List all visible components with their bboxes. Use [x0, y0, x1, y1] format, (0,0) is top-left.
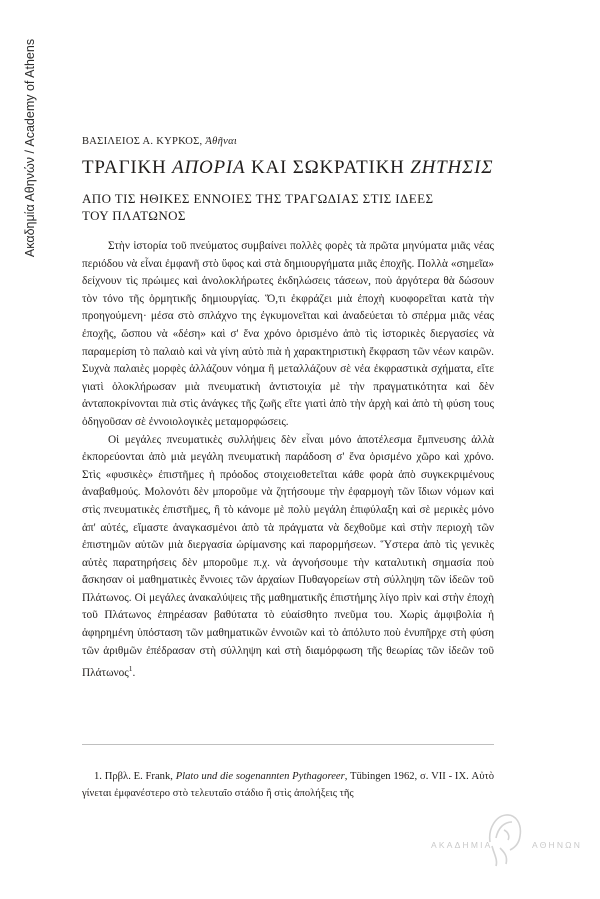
archive-side-label: Ακαδημία Αθηνών / Academy of Athens — [23, 38, 37, 258]
title-part-2: ΑΠΟΡΙΑ — [172, 157, 246, 178]
footnote-rest: , Tübingen 1962, σ. VII - IX. Αὐτὸ γίνεται ἐμφανέστερο στὸ τελευταῖο στάδιο ἢ στὶς ἀπολήξεις τῆς — [82, 771, 494, 799]
paragraph-2: Οἱ μεγάλες πνευματικὲς συλλήψεις δὲν εἶναι μόνο ἀποτέλεσμα ἔμπνευσης ἀλλὰ ἐκπορεύονται ἀπὸ μιὰ μεγάλη πνευματικὴ παράδοση σ' ἕνα ὁρισμένο χῶρο καὶ χρόνο. Στὶς «φυσικὲς» ἐπιστῆμες ἡ πρόοδος στοιχειοθετεῖται κάθε φορὰ ἀπὸ συγκεκριμένους ἀναβαθμούς. Μολονότι δὲν μποροῦμε νὰ ζητήσουμε τὴν ἐφαρμογὴ τῶν ἴδιων νόμων καὶ στὶς πνευματικὲς ἐπιστῆμες, ἢ τὸ κάνομε μὲ πολὺ μεγάλη ἐπιφύλαξη καὶ σὲ μερικὲς μόνο ἀπ' αὐτές, εἴμαστε ἀναγκασμένοι ἀπὸ τὰ πράγματα νὰ δεχθοῦμε καὶ στὴν περιοχὴ τῶν ἐπιστημῶν αὐτῶν μιὰ διεργασία ὡρίμανσης καὶ παρορμήσεων. Ὕστερα ἀπὸ τὶς γενικὲς αὐτὲς παρατηρήσεις δὲν μποροῦμε π.χ. νὰ ἀγνοήσουμε τὴν καταλυτικὴ σημασία ποὺ ἄσκησαν οἱ μαθηματικὲς ἔννοιες τῶν ἀρχαίων Πυθαγορείων στὴ σύλληψη τῶν ἰδεῶν τοῦ Πλάτωνος. Οἱ μεγάλες ἀνακαλύψεις τῆς μαθηματικῆς ἐπιστήμης λίγο πρὶν καὶ στὴν ἐποχὴ τοῦ Πλάτωνος ἐπηρέασαν βαθύτατα τὸ εὐαίσθητο πνεῦμα του. Χωρὶς ἀμφιβολία ἡ ἀφηρημένη ὑπόσταση τῶν μαθηματικῶν ἐννοιῶν καὶ τὸ ἀπόλυτο ποὺ ἐνυπῆρχε στὴ φύση τῶν ἀριθμῶν ἐπέδρασαν στὴ σύλληψη καὶ στὴ διαμόρφωση τῆς θεωρίας τῶν ἰδεῶν τοῦ Πλάτωνος$^1$. — [82, 433, 494, 680]
author-line — [82, 136, 237, 147]
body-text — [82, 238, 494, 683]
footnote-prefix: 1. Πρβλ. E. Frank, — [94, 771, 176, 782]
title-part-3: ΚΑΙ ΣΩΚΡΑΤΙΚΗ — [245, 157, 411, 178]
academy-watermark-logo-icon — [482, 808, 526, 868]
title-part-4: ΖΗΤΗΣΙΣ — [410, 157, 494, 178]
article-title — [82, 157, 493, 179]
paragraph-1: Στὴν ἱστορία τοῦ πνεύματος συμβαίνει πολλὲς φορὲς τὰ πρῶτα μηνύματα μιᾶς νέας περιόδου νὰ εἶναι ἐμφανῆ στὸ ὕφος καὶ στὰ δημιουργήματα μιᾶς ἐποχῆς. Πολλὰ «σημεῖα» δείχνουν τὶς πρώιμες καὶ ἀνολοκλήρωτες ἐκδηλώσεις τάσεων, ποὺ ἀργότερα θὰ δώσουν τὸν τόνο τῆς ὁρμητικῆς δημιουργίας. Ὅ,τι ἐκφράζει μιὰ ἐποχὴ κυοφορεῖται κατὰ τὴν προηγούμενη· μέσα στὸ σπλάχνο της ἐγκυμονεῖται καὶ ἀναδεύεται τὸ σπέρμα μιᾶς νέας ἐποχῆς, ὥσπου νὰ «δέση» καὶ σ' ἕνα χρόνο ὁρισμένο ἀπὸ τὶς ἱστορικὲς διεργασίες νὰ παραμερίση τὸ παλαιὸ καὶ νὰ γίνη αὐτὸ πιὰ ἡ χαρακτηριστικὴ ἔκφραση τῶν νέων καιρῶν. Συχνὰ παλαιὲς μορφὲς ἀλλάζουν νόημα ἢ μεταλλάζουν σὲ νέα ἐκφραστικὰ σχήματα, εἴτε γιατὶ ὁλοκλήρωσαν μιὰ πνευματικὴ ἀντιστοιχία μὲ τὴν πραγματικότητα καὶ δὲν ἀνταποκρίνονται πιὰ στὶς ἀνάγκες τῆς ζωῆς εἴτε γιατὶ ἀπὸ τὴν ἀρχὴ καὶ ἀπὸ τὴ φύση τους ὁδηγοῦσαν σὲ ἐννοιολογικὲς μεταμορφώσεις. — [82, 240, 494, 428]
paragraph-2-text: Οἱ μεγάλες πνευματικὲς συλλήψεις δὲν εἶναι μόνο ἀποτέλεσμα ἔμπνευσης ἀλλὰ ἐκπορεύονται ἀπὸ μιὰ μεγάλη πνευματικὴ παράδοση σ' ἕνα ὁρισμένο χῶρο καὶ χρόνο. Στὶς «φυσικὲς» ἐπιστῆμες ἡ πρόοδος στοιχειοθετεῖται κάθε φορὰ ἀπὸ συγκεκριμένους ἀναβαθμούς. Μολονότι δὲν μποροῦμε νὰ ζητήσουμε τὴν ἐφαρμογὴ τῶν ἴδιων νόμων καὶ στὶς πνευματικὲς ἐπιστῆμες, ἢ τὸ κάνομε μὲ πολὺ μεγάλη ἐπιφύλαξη καὶ σὲ μερικὲς μόνο ἀπ' αὐτές, εἴμαστε ἀναγκασμένοι ἀπὸ τὰ πράγματα νὰ δεχθοῦμε καὶ στὴν περιοχὴ τῶν ἐπιστημῶν αὐτῶν μιὰ διεργασία ὡρίμανσης καὶ παρορμήσεων. Ὕστερα ἀπὸ τὶς γενικὲς αὐτὲς παρατηρήσεις δὲν μποροῦμε π.χ. νὰ ἀγνοήσουμε τὴν καταλυτικὴ σημασία ποὺ ἄσκησαν οἱ μαθηματικὲς ἔννοιες τῶν ἀρχαίων Πυθαγορείων στὴ σύλληψη τῶν ἰδεῶν τοῦ Πλάτωνος. Οἱ μεγάλες ἀνακαλύψεις τῆς μαθηματικῆς ἐπιστήμης λίγο πρὶν καὶ στὴν ἐποχὴ τοῦ Πλάτωνος ἐπηρέασαν βαθύτατα τὸ εὐαίσθητο πνεῦμα του. Χωρὶς ἀμφιβολία ἡ ἀφηρημένη ὑπόσταση τῶν μαθηματικῶν ἐννοιῶν καὶ τὸ ἀπόλυτο ποὺ ἐνυπῆρχε στὴ φύση τῶν ἀριθμῶν ἐπέδρασαν στὴ σύλληψη καὶ στὴ διαμόρφωση τῆς θεωρίας τῶν ἰδεῶν τοῦ Πλάτωνος — [82, 433, 494, 680]
subtitle-line-1: ΑΠΟ ΤΙΣ ΗΘΙΚΕΣ ΕΝΝΟΙΕΣ ΤΗΣ ΤΡΑΓΩΔΙΑΣ ΣΤΙΣ ΙΔΕΕΣ — [82, 191, 434, 206]
footnote-marker: 1 — [128, 664, 133, 674]
footnote — [82, 768, 494, 802]
footnote-book-title: Plato und die sogenannten Pythagoreer — [175, 771, 345, 782]
watermark-text-right: ΑΘΗΝΩΝ — [532, 840, 583, 850]
subtitle-line-2: ΤΟΥ ΠΛΑΤΩΝΟΣ — [82, 208, 186, 223]
author-city: Ἀθῆναι — [205, 136, 238, 147]
title-part-1: ΤΡΑΓΙΚΗ — [82, 157, 173, 178]
footnote-divider — [82, 744, 494, 745]
article-subtitle — [82, 190, 433, 224]
watermark-text-left: ΑΚΑΔΗΜΙΑ — [431, 840, 493, 850]
author-name: ΒΑΣΙΛΕΙΟΣ Α. ΚΥΡΚΟΣ, — [82, 136, 203, 147]
